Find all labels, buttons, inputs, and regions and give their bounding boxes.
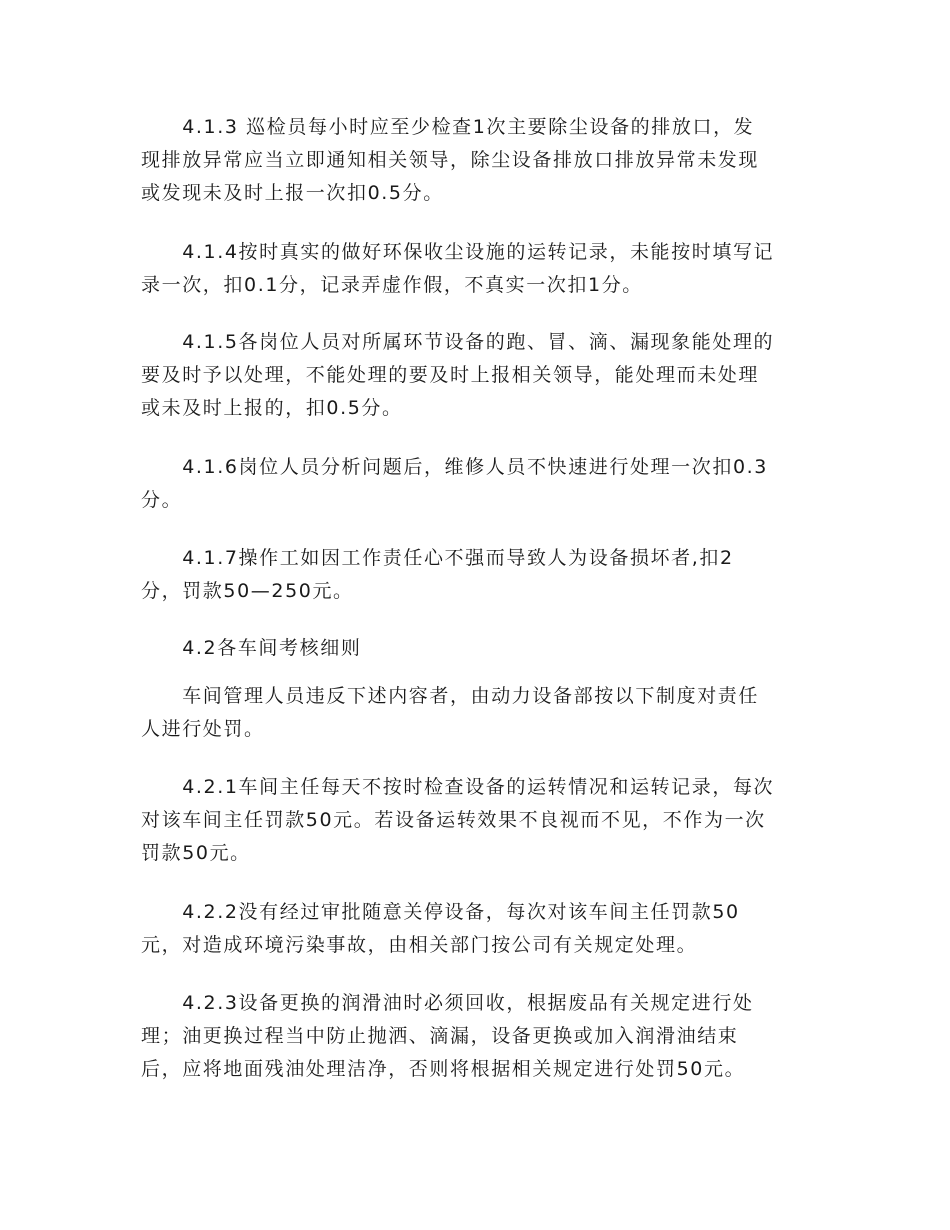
paragraph-4-1-3: 4.1.3 巡检员每小时应至少检查1次主要除尘设备的排放口，发 现排放异常应当立即通知相关领导，除尘设备排放口排放异常未发现 或发现未及时上报一次扣0.5分。	[141, 116, 760, 204]
section-heading-4-2: 4.2各车间考核细则	[141, 637, 362, 659]
paragraph-4-1-4: 4.1.4按时真实的做好环保收尘设施的运转记录，未能按时填写记 录一次，扣0.1分，记录弄虚作假，不真实一次扣1分。	[141, 241, 775, 296]
paragraph-4-1-5: 4.1.5各岗位人员对所属环节设备的跑、冒、滴、漏现象能处理的 要及时予以处理，不能处理的要及时上报相关领导，能处理而未处理 或未及时上报的，扣0.5分。	[141, 331, 775, 419]
paragraph-4-2-3: 4.2.3设备更换的润滑油时必须回收，根据废品有关规定进行处 理；油更换过程当中防止抛洒、滴漏，设备更换或加入润滑油结束 后，应将地面残油处理洁净，否则将根据相关规定进行处罚50元。	[141, 992, 754, 1080]
paragraph-4-2-2: 4.2.2没有经过审批随意关停设备，每次对该车间主任罚款50 元，对造成环境污染事故，由相关部门按公司有关规定处理。	[141, 901, 740, 956]
paragraph-4-2-intro: 车间管理人员违反下述内容者，由动力设备部按以下制度对责任 人进行处罚。	[141, 685, 760, 740]
paragraph-4-2-1: 4.2.1车间主任每天不按时检查设备的运转情况和运转记录，每次 对该车间主任罚款50元。若设备运转效果不良视而不见，不作为一次 罚款50元。	[141, 776, 775, 864]
paragraph-4-1-6: 4.1.6岗位人员分析问题后，维修人员不快速进行处理一次扣0.3 分。	[141, 456, 768, 511]
paragraph-4-1-7: 4.1.7操作工如因工作责任心不强而导致人为设备损坏者,扣2 分，罚款50—250元。	[141, 547, 734, 602]
